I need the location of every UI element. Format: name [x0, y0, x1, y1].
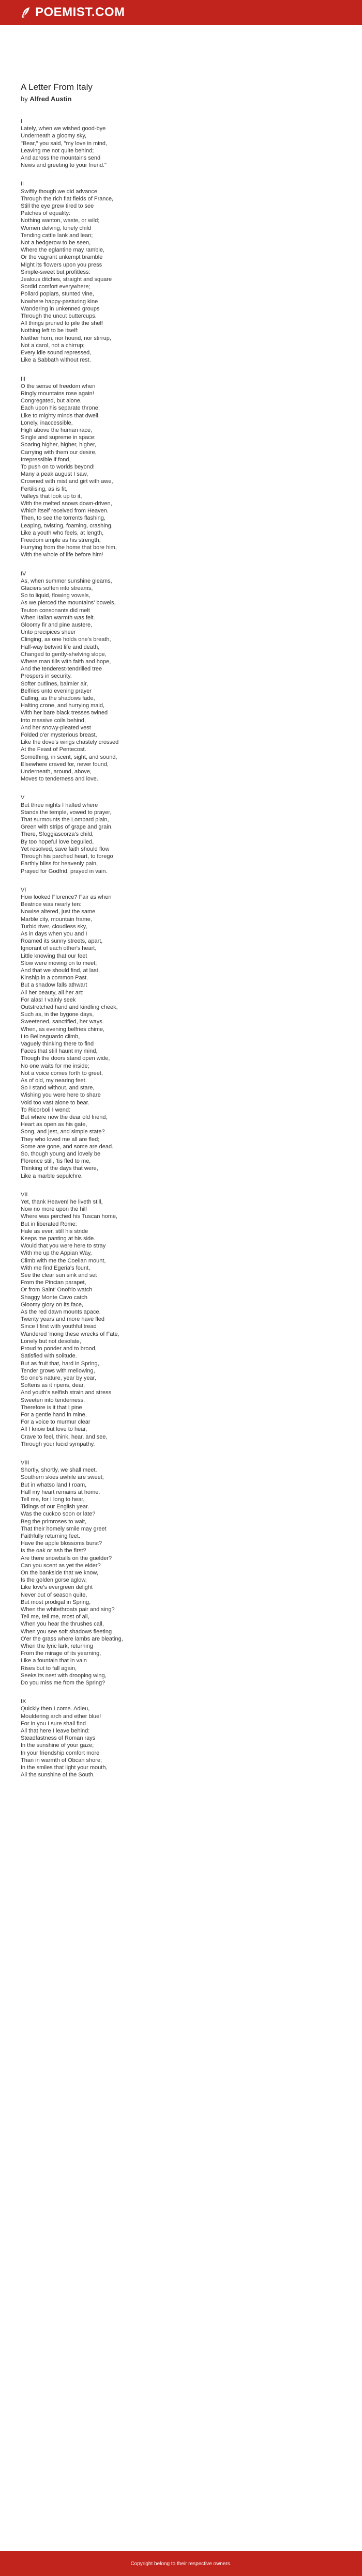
poem-line: So to liquid, flowing vowels,	[21, 592, 90, 599]
poem-line: But as fruit that, hard in Spring,	[21, 1360, 99, 1367]
poem-line: For a gentle hand in mine,	[21, 1411, 87, 1418]
poem-line: Tending cattle lank and lean;	[21, 232, 93, 239]
poem-line: Stands the temple, vowed to prayer,	[21, 809, 112, 816]
poem-line: Tidings of our English year.	[21, 1504, 89, 1510]
poem-line: At the Feast of Pentecost.	[21, 746, 86, 753]
poem-line: Which itself received from Heaven.	[21, 508, 109, 514]
poem-line: Then, to see the torrents flashing,	[21, 515, 105, 522]
poem-line: Moves to tenderness and love.	[21, 776, 98, 783]
poem-line: Is the oak or ash the first?	[21, 1548, 86, 1554]
poem-line: Than in warmth of Obcan shore;	[21, 1757, 102, 1763]
poem-line: All the sunshine of the South.	[21, 1772, 95, 1778]
poem-line: Every idle sound repressed,	[21, 350, 92, 356]
poem-line: Simple-sweet but profitless:	[21, 269, 90, 275]
poem-line: Nowhere happy-pasturing kine	[21, 298, 98, 305]
stanza	[21, 794, 341, 875]
poem-line: But in whatso land I roam,	[21, 1481, 87, 1488]
poem-line: Ringly mountains rose again!	[21, 390, 94, 397]
poem-line: Fertilising, as is fit,	[21, 486, 68, 492]
poem-line: And youth's selfish strain and stress	[21, 1390, 112, 1396]
poem-line: Through your lucid sympathy.	[21, 1441, 95, 1447]
poem-line: No one waits for me inside;	[21, 1063, 89, 1069]
stanza	[21, 376, 341, 559]
poem-line: Half my heart remains at home.	[21, 1489, 100, 1495]
poem-line: Since I first with youthful tread	[21, 1323, 97, 1330]
poem-line: All I know but love to hear,	[21, 1426, 87, 1433]
poem-line: Nothing wanton, waste, or wild;	[21, 217, 100, 224]
poem-line: Green with strips of grape and grain.	[21, 824, 113, 831]
poem-line: With me find Egeria's fount,	[21, 1264, 90, 1271]
stanza	[21, 570, 341, 783]
poem-line: Gloomy glory on its face,	[21, 1301, 84, 1308]
poem-line: Sordid comfort everywhere;	[21, 284, 90, 290]
poem-line: Carrying with them our desire,	[21, 449, 97, 456]
poem-line: Not a voice comes forth to greet,	[21, 1070, 103, 1076]
poem-line: Where man tills with faith and hope,	[21, 659, 111, 665]
poem-line: From the Pincian parapet,	[21, 1279, 86, 1286]
poem-line: Tell me, for I long to hear,	[21, 1496, 85, 1503]
poem-line: Valleys that look up to it,	[21, 493, 82, 499]
copyright-text: Copyright belong to their respective owners.	[130, 2561, 232, 2567]
poem-line: Rises but to fall again,	[21, 1665, 77, 1672]
poem-line: Tell me, tell me, most of all,	[21, 1614, 89, 1620]
stanza-number: II	[21, 181, 24, 188]
poem-line: When the whitethroats pair and sing?	[21, 1606, 115, 1613]
stanza	[21, 180, 341, 364]
stanza	[21, 1191, 341, 1448]
poem-line: How looked Florence? Fair as when	[21, 894, 112, 900]
poem-line: Belfries unto evening prayer	[21, 688, 92, 694]
poem-line: Lately, when we wished good-bye	[21, 126, 106, 132]
poem-line: Twenty years and more have fled	[21, 1316, 105, 1323]
poem-line: Something, in scent, sight, and sound,	[21, 754, 117, 760]
stanza	[21, 886, 341, 1180]
stanza-number: VIII	[21, 1459, 29, 1466]
poem-line: Pollard poplars, stunted vine,	[21, 291, 94, 298]
poem-line: Never out of season quite,	[21, 1591, 87, 1598]
poem-line: Such as, in the bygone days,	[21, 1011, 94, 1018]
poem-line: But most prodigal in Spring,	[21, 1599, 91, 1605]
poem-line: Not a carol, not a chirrup;	[21, 342, 85, 349]
poem-line: Heart as open as his gate,	[21, 1121, 87, 1128]
author-prefix: by	[21, 95, 28, 103]
poem-line: Roamed its sunny streets, apart,	[21, 938, 103, 945]
poem-line: Unto precipices sheer	[21, 629, 76, 636]
poem-line: Would that you were here to stray	[21, 1243, 106, 1250]
poem-line: When, as evening belfries chime,	[21, 1026, 105, 1033]
poem-line: Where was perched his Tuscan home,	[21, 1213, 118, 1220]
poem-line: And her snowy-pleated vest	[21, 724, 91, 731]
poem-line: Seeks its nest with drooping wing,	[21, 1672, 107, 1679]
poem-line: Song, and jest, and simple state?	[21, 1129, 105, 1135]
poem-line: Lonely, inaccessible,	[21, 419, 73, 426]
poem-line: Elsewhere craved for, never found,	[21, 761, 109, 768]
poem-line: Underneath a gloomy sky,	[21, 133, 86, 139]
poem-line: Changed to gently-shelving slope,	[21, 651, 107, 658]
poem-line: Softens as it ripens, dear,	[21, 1382, 85, 1389]
poem-line: Nowise altered, just the same	[21, 909, 96, 915]
poem-line: And that we should find, at last,	[21, 967, 100, 974]
poem-line: Yet resolved, save faith should flow	[21, 846, 110, 852]
poem-line: Was the cuckoo soon or late?	[21, 1511, 96, 1518]
poem-line: Or the vagrant unkempt bramble	[21, 254, 103, 261]
poem-line: Like to mighty minds that dwell,	[21, 412, 100, 419]
poem-line: Irrepressible if fond,	[21, 456, 71, 463]
poem-line: To Ricorboli I wend:	[21, 1106, 70, 1113]
poem-line: Vaguely thinking there to find	[21, 1040, 94, 1047]
poem-line: That surmounts the Lombard plain,	[21, 817, 109, 823]
poem-line: Through the uncut buttercups.	[21, 313, 97, 320]
poem-line: Like love's evergreen delight	[21, 1584, 93, 1591]
poem-line: In the smiles that light your mouth,	[21, 1765, 108, 1771]
poem-line: In your friendship comfort more	[21, 1750, 100, 1756]
quill-icon	[21, 7, 31, 18]
poem-line: Faithfully returning feet.	[21, 1533, 80, 1539]
poem-line: When the lyric lark, returning	[21, 1643, 93, 1650]
poem-line: But where now the dear old friend,	[21, 1114, 108, 1120]
poem-line: Nothing left to be itself:	[21, 327, 79, 334]
stanza-number: IX	[21, 1698, 26, 1705]
poem-line: Climb with me the Coelian mount,	[21, 1257, 106, 1264]
poem-line: Are there snowballs on the guelder?	[21, 1555, 112, 1562]
poem-line: Have the apple blossoms burst?	[21, 1540, 102, 1547]
poem-line: For a voice to murmur clear	[21, 1419, 90, 1426]
poem-line: As the red dawn mounts apace.	[21, 1309, 101, 1316]
poem-line: Like a Sabbath without rest.	[21, 357, 91, 364]
poem-line: Folded o'er mysterious breast,	[21, 732, 97, 739]
poem-line: All that here I leave behind:	[21, 1728, 90, 1735]
poem-line: High above the human race,	[21, 427, 93, 433]
poem-line: Swiftly though we did advance	[21, 188, 97, 195]
poem-line: Each upon his separate throne;	[21, 405, 100, 412]
poem-line: Southern skies awhile are sweet;	[21, 1474, 104, 1481]
poem-line: There, Sfoggiascorza's child,	[21, 831, 94, 838]
poem-line: Underneath, around, above,	[21, 769, 92, 775]
stanza	[21, 118, 341, 169]
poem-line: As, when summer sunshine gleams,	[21, 577, 112, 584]
poem-line: Outstretched hand and kindling cheek,	[21, 1004, 118, 1010]
poem-line: Slow were moving on to meet;	[21, 960, 97, 966]
poem-line: Beg the primroses to wait,	[21, 1518, 87, 1525]
poem-line: When you see soft shadows fleeting	[21, 1628, 112, 1635]
poem-line: Halting crone, and hurrying maid,	[21, 702, 105, 709]
poem-line: Like a fountain that in vain	[21, 1658, 87, 1664]
poem-line: Might its flowers upon you press	[21, 261, 102, 268]
poem-line: On the bankside that we know,	[21, 1569, 98, 1576]
poem-line: Not a hedgerow to be seen,	[21, 240, 91, 246]
poem-line: Some are gone, and some are dead.	[21, 1143, 114, 1150]
poem-line: In the sunshine of your gaze;	[21, 1742, 94, 1749]
poem-line: From the mirage of its yearning,	[21, 1650, 101, 1657]
poem-line: Faces that still haunt my mind,	[21, 1048, 98, 1055]
poem-line: Now no more upon the hill	[21, 1206, 87, 1213]
poem-line: Yet, thank Heaven! he liveth still,	[21, 1199, 103, 1206]
stanza-number: VI	[21, 886, 26, 893]
poem-line: Beatrice was nearly ten:	[21, 901, 82, 908]
poem-byline	[21, 95, 341, 103]
poem-line: Freedom ample as his strength,	[21, 537, 101, 543]
poem-line: Or from Saint' Onofrio watch	[21, 1287, 93, 1293]
poem-line: Shaggy Monte Cavo catch	[21, 1294, 88, 1301]
poem-line: News and greeting to your friend."	[21, 162, 107, 169]
stanza-number: I	[21, 118, 23, 124]
poem-line: Is the golden gorse aglow,	[21, 1577, 87, 1584]
poem-line: Keeps me panting at his side.	[21, 1236, 96, 1242]
poem-line: I to Bellosguardo climb,	[21, 1033, 80, 1040]
poem-line: Neither horn, nor hound, nor stirrup,	[21, 335, 111, 341]
poem-line: Into massive coils behind,	[21, 717, 86, 724]
stanza-number: IV	[21, 570, 26, 577]
poem-line: Like the dove's wings chastely crossed	[21, 739, 119, 746]
poem-line: So I stand without, and stare,	[21, 1085, 95, 1091]
stanza	[21, 1698, 341, 1778]
poem-line: Kinship in a common Past.	[21, 975, 88, 981]
poem-line: Wandering in unkenned groups	[21, 305, 100, 312]
poem-line: Thinking of the days that were,	[21, 1165, 98, 1172]
poem-line: And across the mountains send	[21, 155, 101, 162]
poem-line: But in liberated Rome:	[21, 1221, 77, 1227]
poem-line: Teuton consonants did melt	[21, 607, 90, 614]
poem-content	[0, 25, 362, 1778]
poem-line: Leaving me not quite behind;	[21, 147, 94, 154]
stanza	[21, 1459, 341, 1687]
poem-line: Prospers in security.	[21, 673, 72, 680]
poem-line: With me up the Appian Way,	[21, 1250, 92, 1257]
poem-line: For alas! I vainly seek	[21, 996, 76, 1003]
poem-line: Sweeten into tenderness.	[21, 1397, 85, 1403]
poem-line: Therefore is it that I pine	[21, 1404, 82, 1411]
poem-body	[21, 118, 341, 1778]
site-footer	[0, 2551, 362, 2576]
poem-line: Florence still, 'tis fled to me,	[21, 1158, 91, 1165]
poem-line: Shortly, shortly, we shall meet.	[21, 1467, 97, 1474]
poem-line: Though the doors stand open wide,	[21, 1055, 110, 1062]
poem-line: Little knowing that our feet	[21, 953, 87, 959]
poem-line: So one's nature, year by year,	[21, 1375, 96, 1381]
poem-line: Glaciers soften into streams,	[21, 585, 93, 591]
poem-line: When Italian warmth was felt.	[21, 614, 95, 621]
poem-line: Satisfied with solitude.	[21, 1353, 77, 1360]
poem-line: Leaping, twisting, foaming, crashing,	[21, 522, 113, 529]
poem-line: But a shadow falls athwart	[21, 982, 87, 989]
poem-line: As we pierced the mountains' bowels,	[21, 600, 116, 606]
stanza-number: V	[21, 794, 25, 801]
poem-line: Single and supreme in space:	[21, 434, 96, 441]
poem-title: A Letter From Italy	[21, 82, 93, 92]
poem-line: Tender grows with mellowing,	[21, 1367, 95, 1374]
poem-line: With the whole of life before him!	[21, 552, 103, 558]
poem-line: Quickly then I come. Adieu,	[21, 1706, 90, 1712]
poem-line: Hurrying from the home that bore him,	[21, 544, 117, 551]
poem-line: Crave to feel, think, hear, and see,	[21, 1433, 108, 1440]
poem-line: Earthly bliss for heavenly pain,	[21, 861, 98, 867]
poem-line: As in days when you and I	[21, 930, 87, 937]
poem-line: And the tenderest-tendrilled tree	[21, 666, 102, 673]
poem-line: Congregated, but alone,	[21, 398, 82, 404]
poem-line: Gloomy fir and pine austere,	[21, 622, 93, 628]
poem-line: For in you I sure shall find	[21, 1720, 86, 1727]
poem-line: Like a marble sepulchre.	[21, 1173, 83, 1179]
site-logo[interactable]	[21, 5, 125, 20]
poem-line: Marble city, mountain frame,	[21, 916, 92, 923]
poem-line: O the sense of freedom when	[21, 383, 96, 389]
poem-line: Hale as ever, still his stride	[21, 1228, 88, 1235]
poem-line: As of old, my nearing feet.	[21, 1077, 87, 1084]
poem-line: Like a youth who feels, at length,	[21, 529, 104, 536]
poem-line: Patches of equality:	[21, 210, 71, 217]
poem-line: Through the rich flat fields of France,	[21, 195, 114, 202]
poem-line: "Bear," you said, "my love in mind,	[21, 140, 108, 147]
logo-text: POEMIST.COM	[35, 5, 125, 19]
poem-line: Half-way betwixt life and death,	[21, 644, 100, 650]
poem-line: Jealous ditches, straight and square	[21, 276, 112, 283]
poem-line: Turbid river, cloudless sky,	[21, 923, 87, 930]
poem-line: Women delving, lonely child	[21, 225, 92, 231]
poem-line: Steadfastness of Roman rays	[21, 1735, 96, 1742]
poem-line: All things pruned to pile the shelf	[21, 320, 103, 327]
poem-line: Ignorant of each other's heart,	[21, 945, 97, 952]
poem-line: By too hopeful love beguiled,	[21, 838, 94, 845]
poem-line: Many a peak august I saw,	[21, 471, 88, 478]
poem-line: When you hear the thrushes call,	[21, 1621, 104, 1628]
poem-line: Soaring higher, higher, higher,	[21, 442, 97, 448]
author-name[interactable]: Alfred Austin	[29, 95, 72, 103]
poem-line: With the melted snows down-driven,	[21, 500, 112, 507]
stanza-number: VII	[21, 1191, 28, 1198]
poem-line: Can you scent as yet the elder?	[21, 1562, 101, 1569]
poem-line: Proud to ponder and to brood,	[21, 1346, 97, 1352]
poem-line: See the clear sun sink and set	[21, 1272, 97, 1279]
poem-line: But three nights I halted where	[21, 802, 98, 808]
poem-line: Void too vast alone to bear.	[21, 1099, 89, 1106]
poem-line: Through his parched heart, to forego	[21, 853, 113, 860]
poem-line: Lonely but not desolate,	[21, 1338, 81, 1345]
poem-line: Softer outlines, balmier air,	[21, 680, 88, 687]
poem-line: Still the eye grew tired to see	[21, 203, 94, 210]
poem-line: Wandered 'mong these wrecks of Fate,	[21, 1331, 119, 1337]
poem-line: Wishing you were here to share	[21, 1092, 101, 1099]
poem-line: All her beauty, all her art:	[21, 989, 84, 996]
poem-line: That their homely smile may greet	[21, 1525, 107, 1532]
poem-line: Clinging, as one holds one's breath,	[21, 636, 111, 643]
poem-line: O'er the grass where lambs are bleating,	[21, 1635, 123, 1642]
stanza-number: III	[21, 376, 26, 382]
poem-line: To push on to worlds beyond!	[21, 463, 95, 470]
poem-line: Calling, as the shadows fade,	[21, 695, 95, 702]
poem-line: They who loved me all are fled;	[21, 1136, 100, 1143]
poem-line: Do you miss me from the Spring?	[21, 1680, 105, 1687]
poem-line: So, though young and lovely be	[21, 1151, 101, 1158]
poem-line: Mouldering arch and ether blue!	[21, 1713, 101, 1720]
site-header	[0, 0, 362, 25]
poem-line: Sweetened, sanctified, her ways.	[21, 1019, 104, 1025]
poem-line: Crowned with mist and girt with awe,	[21, 478, 113, 485]
poem-line: Prayed for Godfrid, prayed in vain.	[21, 868, 108, 875]
poem-line: With her bare black tresses twined	[21, 710, 108, 716]
poem-line: Where the eglantine may ramble,	[21, 247, 105, 254]
